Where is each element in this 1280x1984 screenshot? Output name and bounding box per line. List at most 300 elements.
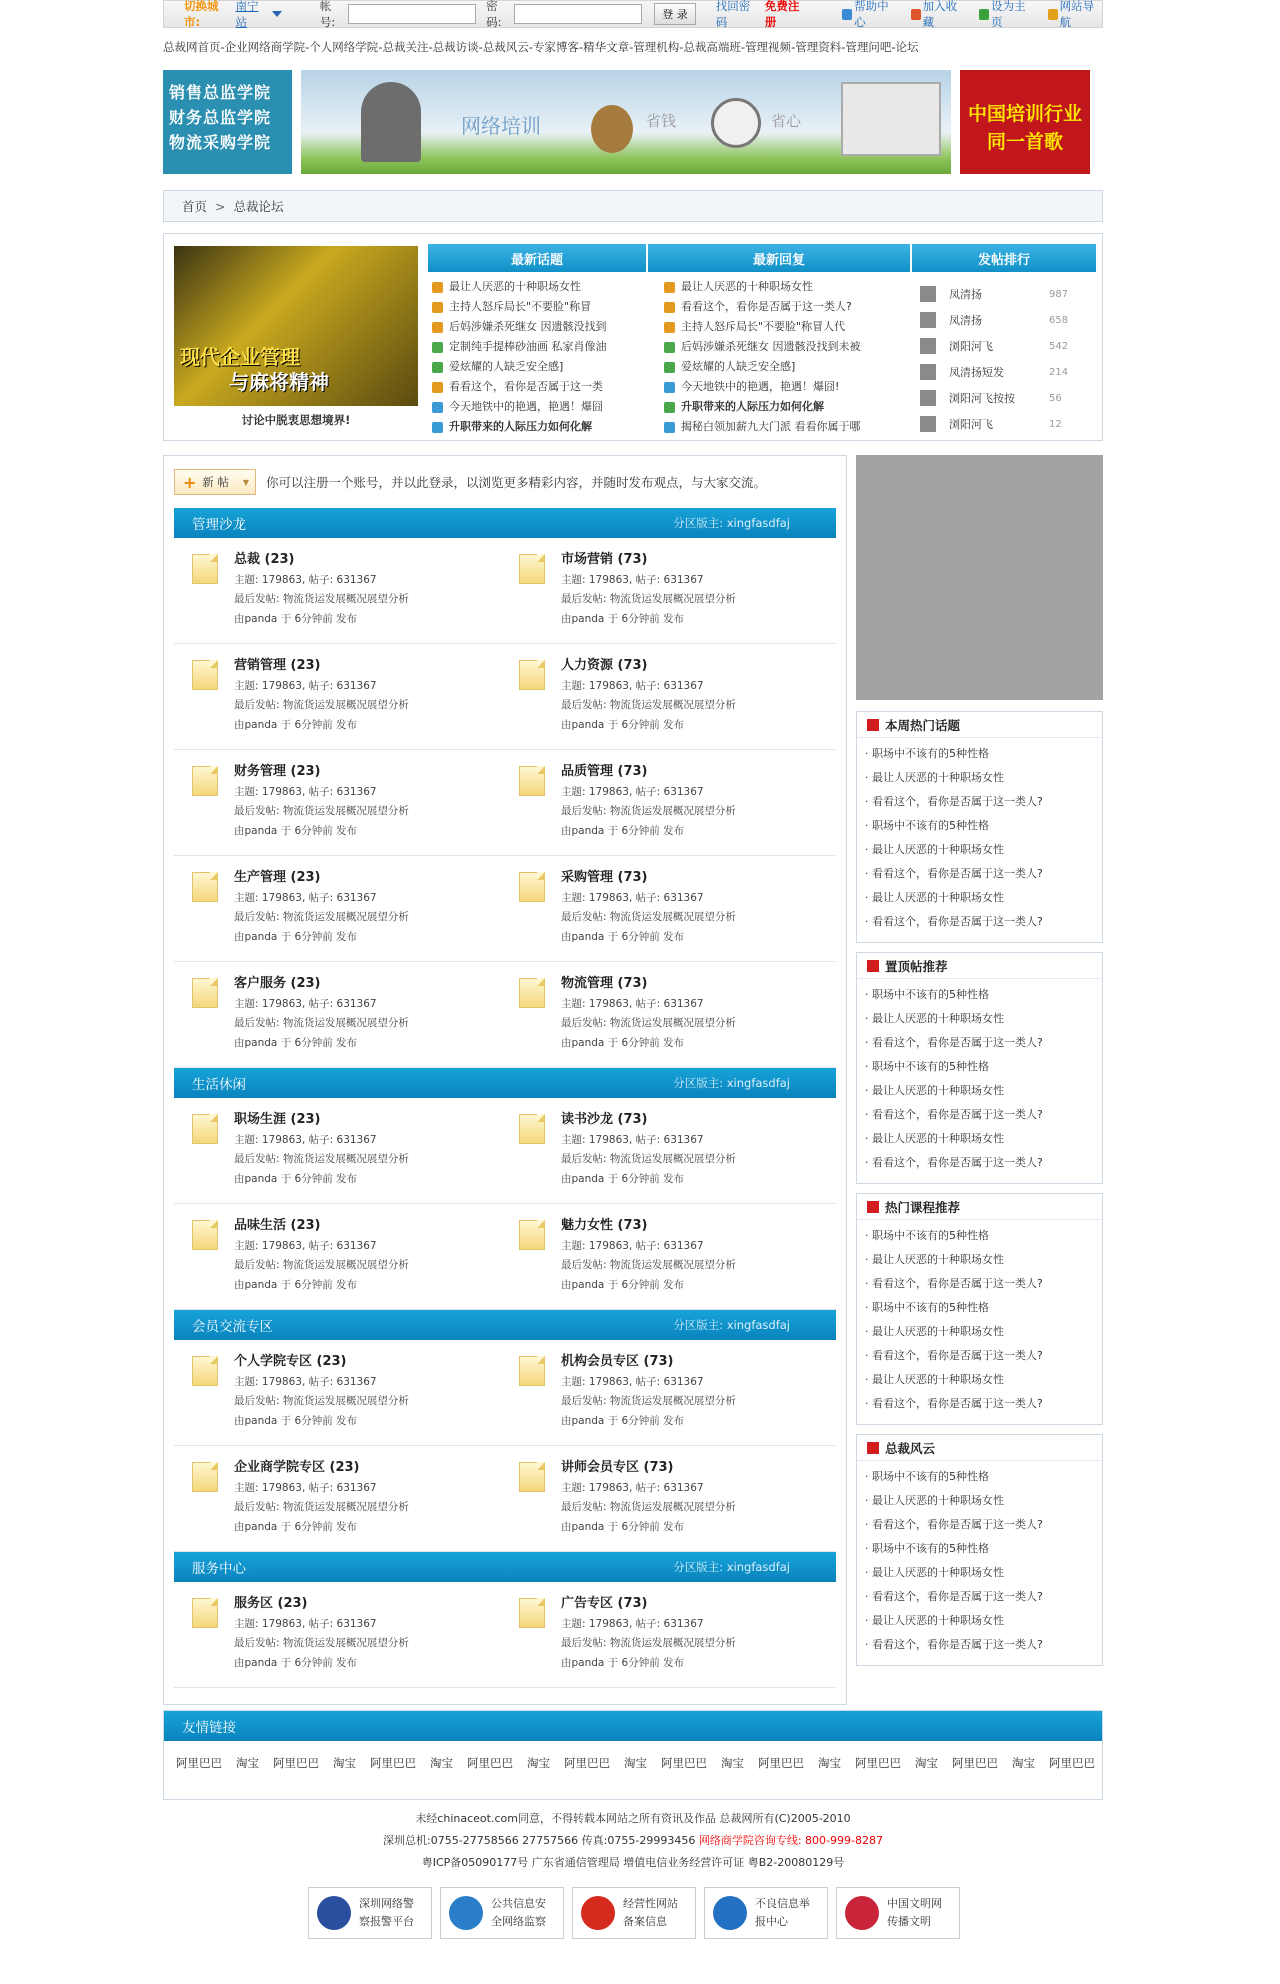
nav-item[interactable]: 总裁关注 [382, 40, 429, 54]
friend-link[interactable]: 淘宝 [721, 1756, 744, 1770]
topic-item[interactable] [432, 297, 644, 317]
section-header[interactable] [174, 1310, 836, 1340]
forum-stats: 主题: 179863, 帖子: 631367 [561, 1482, 704, 1494]
top-link-label: 帮助中心 [854, 0, 889, 29]
section-header[interactable] [174, 508, 836, 538]
forum-cell[interactable] [182, 760, 502, 848]
account-input[interactable] [348, 4, 476, 24]
forum-row [174, 1446, 836, 1552]
friend-link[interactable]: 淘宝 [624, 1756, 647, 1770]
forum-folder-icon [192, 872, 218, 902]
topic-item[interactable] [664, 277, 909, 297]
topic-item[interactable] [664, 377, 909, 397]
sidebar-item[interactable]: · 看看这个，看你是否属于这一类人? [865, 1108, 1043, 1121]
ranking-count: 12 [1049, 418, 1062, 430]
nav-item[interactable]: 管理资料 [795, 40, 842, 54]
forum-name[interactable]: 营销管理 (23) [234, 658, 321, 673]
ranking-list [920, 281, 1100, 437]
forum-folder-icon [192, 978, 218, 1008]
sidebar-item[interactable]: · 看看这个，看你是否属于这一类人? [865, 867, 1043, 880]
forum-last-post[interactable]: 最后发帖: 物流货运发展概况展望分析 [561, 1017, 736, 1029]
forum-cell[interactable] [182, 654, 502, 742]
forum-stats: 主题: 179863, 帖子: 631367 [234, 892, 377, 904]
ranking-item[interactable] [920, 281, 1100, 307]
forum-last-post[interactable]: 最后发帖: 物流货运发展概况展望分析 [561, 699, 736, 711]
new-post-button[interactable] [174, 469, 256, 495]
forum-name[interactable]: 总裁 (23) [234, 552, 295, 567]
sidebar-item[interactable]: · 看看这个，看你是否属于这一类人? [865, 1397, 1043, 1410]
badge-line: 公共信息安 [491, 1897, 546, 1910]
ad-placeholder[interactable] [856, 455, 1103, 700]
forum-stats: 主题: 179863, 帖子: 631367 [234, 1376, 377, 1388]
register-link[interactable]: 免费注册 [764, 0, 800, 29]
sidebar-box-title [857, 953, 1102, 979]
sidebar-item[interactable]: · 看看这个，看你是否属于这一类人? [865, 1156, 1043, 1169]
forum-name[interactable]: 生产管理 (23) [234, 870, 321, 885]
footer-badge[interactable] [704, 1887, 828, 1939]
forum-stats: 主题: 179863, 帖子: 631367 [234, 1618, 377, 1630]
ranking-count: 658 [1049, 314, 1069, 326]
forum-folder-icon [519, 1220, 545, 1250]
sidebar-item[interactable]: · 职场中不该有的5种性格 [865, 1301, 989, 1314]
section-moderator: 分区版主: xingfasdfaj [673, 1318, 790, 1332]
forum-last-post[interactable]: 最后发帖: 物流货运发展概况展望分析 [561, 1501, 736, 1513]
banner-text: 物流采购学院 [169, 133, 272, 152]
login-button[interactable]: 登 录 [654, 3, 695, 25]
footer-badges [308, 1887, 960, 1939]
forum-folder-icon [192, 1114, 218, 1144]
nav-separator: - [428, 40, 433, 54]
forum-last-post[interactable]: 最后发帖: 物流货运发展概况展望分析 [561, 1637, 736, 1649]
post-bar [174, 468, 766, 496]
sidebar-item[interactable]: · 职场中不该有的5种性格 [865, 1470, 989, 1483]
ranking-item[interactable] [920, 307, 1100, 333]
banner-academies[interactable] [163, 70, 292, 174]
nav-separator: - [478, 40, 483, 54]
ranking-count: 56 [1049, 392, 1062, 404]
top-links [828, 0, 1102, 30]
forum-name[interactable]: 物流管理 (73) [561, 976, 648, 991]
footer-badge[interactable] [440, 1887, 564, 1939]
sidebar-item[interactable]: · 职场中不该有的5种性格 [865, 819, 989, 832]
sidebar-item[interactable]: · 看看这个，看你是否属于这一类人? [865, 1590, 1043, 1603]
section-moderator: 分区版主: xingfasdfaj [673, 516, 790, 530]
forum-stats: 主题: 179863, 帖子: 631367 [234, 574, 377, 586]
sidebar-item[interactable]: · 最让人厌恶的十种职场女性 [865, 1614, 1004, 1627]
forum-name[interactable]: 市场营销 (73) [561, 552, 648, 567]
sidebar-item[interactable]: · 看看这个，看你是否属于这一类人? [865, 1349, 1043, 1362]
footer-copyright: 未经chinaceot.com同意，不得转载本网站之所有资讯及作品 总裁网所有(C)2005-2010 [415, 1812, 851, 1825]
top-link[interactable] [1048, 0, 1103, 30]
topic-title: 最让人厌恶的十种职场女性 [681, 280, 813, 293]
friend-link[interactable]: 淘宝 [1012, 1756, 1035, 1770]
sidebar-item[interactable]: · 最让人厌恶的十种职场女性 [865, 1325, 1004, 1338]
forum-cell[interactable] [509, 1456, 829, 1544]
forum-name[interactable]: 客户服务 (23) [234, 976, 321, 991]
forum-last-post[interactable]: 最后发帖: 物流货运发展概况展望分析 [561, 1153, 736, 1165]
city-switch-label: 切换城市: [184, 0, 219, 29]
topic-item[interactable] [432, 417, 644, 437]
badge-text [359, 1895, 414, 1931]
sidebar-item[interactable]: · 最让人厌恶的十种职场女性 [865, 1012, 1004, 1025]
forum-name[interactable]: 个人学院专区 (23) [234, 1354, 347, 1369]
forum-cell[interactable] [509, 654, 829, 742]
topic-icon [432, 342, 443, 353]
sidebar-item[interactable]: · 职场中不该有的5种性格 [865, 1542, 989, 1555]
forum-last-author: 由panda 于 6分钟前 发布 [561, 1173, 685, 1185]
topic-item[interactable] [664, 417, 909, 437]
tab-new-replies[interactable]: 最新回复 [648, 244, 910, 272]
ranking-name: 浏阳河飞 [949, 340, 993, 353]
forum-folder-icon [519, 660, 545, 690]
banner-text: 同一首歌 [986, 131, 1063, 153]
nav-separator: - [528, 40, 533, 54]
sidebar-box-title [857, 1435, 1102, 1461]
square-icon [867, 719, 879, 731]
forum-stats: 主题: 179863, 帖子: 631367 [561, 892, 704, 904]
sidebar-item[interactable]: · 最让人厌恶的十种职场女性 [865, 1566, 1004, 1579]
friend-link[interactable]: 阿里巴巴 [855, 1756, 901, 1770]
topic-item[interactable] [664, 317, 909, 337]
tab-ranking[interactable]: 发帖排行 [912, 244, 1096, 272]
forum-stats: 主题: 179863, 帖子: 631367 [234, 680, 377, 692]
sidebar-item[interactable]: · 最让人厌恶的十种职场女性 [865, 1084, 1004, 1097]
forum-folder-icon [192, 1220, 218, 1250]
nav-item[interactable]: 总裁网首页 [163, 40, 221, 54]
topic-icon [432, 402, 443, 413]
nav-item[interactable]: 企业网络商学院 [224, 40, 306, 54]
forum-cell[interactable] [509, 972, 829, 1060]
avatar [920, 390, 936, 406]
forum-name[interactable]: 讲师会员专区 (73) [561, 1460, 674, 1475]
forum-folder-icon [192, 554, 218, 584]
banner-text: 省钱 [646, 112, 677, 130]
badge-logo-icon [845, 1896, 879, 1930]
forum-name[interactable]: 人力资源 (73) [561, 658, 648, 673]
sidebar-item[interactable]: · 最让人厌恶的十种职场女性 [865, 1373, 1004, 1386]
forum-name[interactable]: 企业商学院专区 (23) [234, 1460, 360, 1475]
forum-name[interactable]: 品质管理 (73) [561, 764, 648, 779]
forum-folder-icon [192, 1356, 218, 1386]
forum-name[interactable]: 品味生活 (23) [234, 1218, 321, 1233]
avatar [920, 364, 936, 380]
link-icon [842, 9, 852, 20]
forum-name[interactable]: 机构会员专区 (73) [561, 1354, 674, 1369]
forum-last-post[interactable]: 最后发帖: 物流货运发展概况展望分析 [234, 1501, 409, 1513]
sidebar-item[interactable]: · 最让人厌恶的十种职场女性 [865, 843, 1004, 856]
forum-last-post[interactable]: 最后发帖: 物流货运发展概况展望分析 [234, 1153, 409, 1165]
topic-item[interactable] [432, 277, 644, 297]
topic-item[interactable] [432, 357, 644, 377]
forum-last-author: 由panda 于 6分钟前 发布 [561, 825, 685, 837]
forum-cell[interactable] [182, 972, 502, 1060]
forum-row [174, 856, 836, 962]
forum-main [163, 455, 847, 1705]
nav-separator: - [378, 40, 383, 54]
forum-cell[interactable] [182, 1108, 502, 1196]
forum-last-post[interactable]: 最后发帖: 物流货运发展概况展望分析 [234, 699, 409, 711]
friend-links-title: 友情链接 [164, 1711, 1102, 1741]
banner-network-training[interactable] [301, 70, 951, 174]
friend-link[interactable]: 淘宝 [915, 1756, 938, 1770]
section-title: 生活休闲 [192, 1077, 246, 1093]
top-link-label: 加入收藏 [922, 0, 958, 29]
main-nav [163, 34, 1103, 60]
forum-cell[interactable] [509, 1350, 829, 1438]
section-title: 服务中心 [192, 1561, 246, 1577]
banner-text: 省心 [771, 112, 802, 130]
sidebar-item[interactable]: · 看看这个，看你是否属于这一类人? [865, 1638, 1043, 1651]
top-bar [163, 0, 1103, 28]
forum-stats: 主题: 179863, 帖子: 631367 [234, 786, 377, 798]
forum-cell[interactable] [182, 866, 502, 954]
footer-icp: 粤ICP备05090177号 广东省通信管理局 增值电信业务经营许可证 粤B2-20080129号 [421, 1856, 845, 1869]
sidebar-list [857, 1461, 1102, 1657]
forum-last-post[interactable]: 最后发帖: 物流货运发展概况展望分析 [561, 1259, 736, 1271]
top-link[interactable] [842, 0, 897, 30]
topic-title: 主持人怒斥局长"不要脸"称冒 [449, 300, 592, 313]
sidebar-item[interactable]: · 看看这个，看你是否属于这一类人? [865, 1518, 1043, 1531]
forum-stats: 主题: 179863, 帖子: 631367 [561, 1134, 704, 1146]
forum-last-post[interactable]: 最后发帖: 物流货运发展概况展望分析 [234, 1259, 409, 1271]
nav-item[interactable]: 个人网络学院 [309, 40, 379, 54]
section-header[interactable] [174, 1068, 836, 1098]
ranking-name: 凤清扬短发 [949, 366, 1004, 379]
breadcrumb-home[interactable]: 首页 [182, 199, 208, 214]
sidebar-item[interactable]: · 最让人厌恶的十种职场女性 [865, 771, 1004, 784]
forum-cell[interactable] [182, 548, 502, 636]
friend-links-list [164, 1741, 1102, 1771]
badge-logo-icon [449, 1896, 483, 1930]
sidebar-item[interactable]: · 看看这个，看你是否属于这一类人? [865, 1036, 1043, 1049]
tab-new-topics[interactable]: 最新话题 [428, 244, 646, 272]
forum-name[interactable]: 服务区 (23) [234, 1596, 308, 1611]
friend-link[interactable]: 阿里巴巴 [952, 1756, 998, 1770]
friend-link[interactable]: 阿里巴巴 [1049, 1756, 1095, 1770]
banner-text: 财务总监学院 [169, 108, 272, 127]
topic-item[interactable] [432, 397, 644, 417]
forum-last-post[interactable]: 最后发帖: 物流货运发展概况展望分析 [234, 911, 409, 923]
friend-link[interactable]: 阿里巴巴 [564, 1756, 610, 1770]
forum-stats: 主题: 179863, 帖子: 631367 [234, 1134, 377, 1146]
badge-line: 全网络监察 [491, 1915, 546, 1928]
topic-item[interactable] [432, 337, 644, 357]
topic-title: 升职带来的人际压力如何化解 [449, 420, 592, 433]
top-link[interactable] [979, 0, 1034, 30]
forum-cell[interactable] [182, 1456, 502, 1544]
sidebar-box-label: 总裁风云 [885, 1440, 936, 1456]
forum-cell[interactable] [182, 1592, 502, 1680]
feature-text: 与麻将精神 [229, 370, 329, 394]
nav-item[interactable]: 管理机构 [633, 40, 680, 54]
sidebar-item[interactable]: · 看看这个，看你是否属于这一类人? [865, 795, 1043, 808]
forum-name[interactable]: 财务管理 (23) [234, 764, 321, 779]
friend-link[interactable]: 阿里巴巴 [176, 1756, 222, 1770]
friend-link[interactable]: 淘宝 [527, 1756, 550, 1770]
forum-last-author: 由panda 于 6分钟前 发布 [561, 719, 685, 731]
topic-icon [664, 402, 675, 413]
city-station-link[interactable]: 南宁站 [235, 0, 259, 29]
sidebar-box-label: 置顶帖推荐 [885, 958, 948, 974]
topic-title: 后妈涉嫌杀死继女 因遗骸没找到未被 [681, 340, 861, 353]
ranking-item[interactable] [920, 333, 1100, 359]
forum-cell[interactable] [509, 1214, 829, 1302]
forum-cell[interactable] [509, 760, 829, 848]
topic-item[interactable] [664, 297, 909, 317]
topic-icon [432, 382, 443, 393]
friend-link[interactable]: 阿里巴巴 [467, 1756, 513, 1770]
feature-caption[interactable]: 讨论中脱衷思想境界! [241, 413, 351, 427]
topic-icon [432, 322, 443, 333]
badge-logo-icon [581, 1896, 615, 1930]
ranking-item[interactable] [920, 385, 1100, 411]
ranking-item[interactable] [920, 411, 1100, 437]
nav-separator: - [679, 40, 684, 54]
nav-separator: - [791, 40, 796, 54]
square-icon [867, 1201, 879, 1213]
ranking-item[interactable] [920, 359, 1100, 385]
forum-stats: 主题: 179863, 帖子: 631367 [561, 998, 704, 1010]
forum-last-author: 由panda 于 6分钟前 发布 [234, 613, 358, 625]
topic-item[interactable] [664, 337, 909, 357]
footer-badge[interactable] [308, 1887, 432, 1939]
nav-item[interactable]: 管理问吧 [845, 40, 892, 54]
sidebar-item[interactable]: · 职场中不该有的5种性格 [865, 1229, 989, 1242]
footer-phone: 深圳总机:0755-27758566 27757566 传真:0755-29993456 [383, 1834, 696, 1847]
forum-folder-icon [519, 1114, 545, 1144]
nav-item[interactable]: 论坛 [895, 40, 919, 54]
forum-name[interactable]: 职场生涯 (23) [234, 1112, 321, 1127]
forum-row [174, 1098, 836, 1204]
forum-last-author: 由panda 于 6分钟前 发布 [234, 1173, 358, 1185]
forum-name[interactable]: 采购管理 (73) [561, 870, 648, 885]
nav-item[interactable]: 总裁风云 [482, 40, 529, 54]
topic-title: 看看这个，看你是否属于这一类 [449, 380, 603, 393]
footer-badge[interactable] [572, 1887, 696, 1939]
sidebar-item[interactable]: · 看看这个，看你是否属于这一类人? [865, 1277, 1043, 1290]
forum-last-post[interactable]: 最后发帖: 物流货运发展概况展望分析 [234, 1017, 409, 1029]
square-icon [867, 960, 879, 972]
friend-link[interactable]: 淘宝 [430, 1756, 453, 1770]
topic-title: 升职带来的人际压力如何化解 [681, 400, 824, 413]
topic-icon [664, 422, 675, 433]
register-message: 你可以注册一个账号，并以此登录，以浏览更多精彩内容，并随时发布观点，与大家交流。 [266, 475, 767, 490]
forum-folder-icon [192, 1462, 218, 1492]
forum-last-post[interactable]: 最后发帖: 物流货运发展概况展望分析 [234, 1395, 409, 1407]
nav-item[interactable]: 总裁访谈 [432, 40, 479, 54]
topic-item[interactable] [664, 397, 909, 417]
plus-icon: + [183, 472, 197, 492]
topic-icon [432, 422, 443, 433]
forum-last-post[interactable]: 最后发帖: 物流货运发展概况展望分析 [234, 1637, 409, 1649]
friend-link[interactable]: 淘宝 [818, 1756, 841, 1770]
forum-name[interactable]: 读书沙龙 (73) [561, 1112, 648, 1127]
sidebar-item[interactable]: · 最让人厌恶的十种职场女性 [865, 891, 1004, 904]
forum-folder-icon [192, 660, 218, 690]
forum-last-post[interactable]: 最后发帖: 物流货运发展概况展望分析 [234, 593, 409, 605]
friend-link[interactable]: 阿里巴巴 [370, 1756, 416, 1770]
banner-training-song[interactable] [960, 70, 1090, 174]
friend-link[interactable]: 阿里巴巴 [758, 1756, 804, 1770]
feature-text: 现代企业管理 [180, 345, 300, 369]
forum-cell[interactable] [509, 1592, 829, 1680]
new-post-label: 新 帖 [202, 475, 230, 489]
forum-row [174, 644, 836, 750]
friend-link[interactable]: 阿里巴巴 [661, 1756, 707, 1770]
forum-name[interactable]: 魅力女性 (73) [561, 1218, 648, 1233]
ranking-count: 987 [1049, 288, 1069, 300]
forum-name[interactable]: 广告专区 (73) [561, 1596, 648, 1611]
banner-text: 销售总监学院 [169, 83, 272, 102]
forum-last-post[interactable]: 最后发帖: 物流货运发展概况展望分析 [561, 1395, 736, 1407]
chevron-down-icon[interactable] [272, 11, 282, 17]
badge-line: 中国文明网 [887, 1897, 942, 1910]
topic-item[interactable] [664, 357, 909, 377]
topic-icon [664, 342, 675, 353]
forum-cell[interactable] [182, 1350, 502, 1438]
section-header[interactable] [174, 1552, 836, 1582]
badge-line: 报中心 [755, 1915, 788, 1928]
forum-last-post[interactable]: 最后发帖: 物流货运发展概况展望分析 [561, 805, 736, 817]
forum-cell[interactable] [509, 548, 829, 636]
forum-cell[interactable] [509, 1108, 829, 1196]
friend-link[interactable]: 阿里巴巴 [273, 1756, 319, 1770]
link-icon [1048, 9, 1058, 20]
ranking-name: 浏阳河飞 [949, 418, 993, 431]
chevron-down-icon: ▼ [242, 477, 249, 487]
section-title: 会员交流专区 [192, 1319, 273, 1335]
sidebar-box [856, 952, 1103, 1184]
forum-last-author: 由panda 于 6分钟前 发布 [561, 613, 685, 625]
sidebar-item[interactable]: · 职场中不该有的5种性格 [865, 747, 989, 760]
square-icon [867, 1442, 879, 1454]
find-password-link[interactable]: 找回密码 [715, 0, 751, 29]
nav-item[interactable]: 总裁高端班 [683, 40, 741, 54]
forum-last-post[interactable]: 最后发帖: 物流货运发展概况展望分析 [234, 805, 409, 817]
nav-item[interactable]: 专家博客 [532, 40, 579, 54]
sidebar-box [856, 711, 1103, 943]
forum-last-post[interactable]: 最后发帖: 物流货运发展概况展望分析 [561, 911, 736, 923]
forum-last-post[interactable]: 最后发帖: 物流货运发展概况展望分析 [561, 593, 736, 605]
topic-item[interactable] [432, 317, 644, 337]
friend-link[interactable]: 淘宝 [333, 1756, 356, 1770]
badge-line: 不良信息举 [755, 1897, 810, 1910]
feature-image[interactable] [174, 246, 418, 406]
top-link[interactable] [911, 0, 966, 30]
nav-item[interactable]: 管理视频 [745, 40, 792, 54]
forum-stats: 主题: 179863, 帖子: 631367 [561, 574, 704, 586]
sidebar-item[interactable]: · 看看这个，看你是否属于这一类人? [865, 915, 1043, 928]
sidebar-item[interactable]: · 最让人厌恶的十种职场女性 [865, 1494, 1004, 1507]
section-moderator: 分区版主: xingfasdfaj [673, 1560, 790, 1574]
ranking-name: 凤清扬 [949, 314, 982, 327]
sidebar-box [856, 1434, 1103, 1666]
sidebar-item[interactable]: · 职场中不该有的5种性格 [865, 988, 989, 1001]
password-input[interactable] [514, 4, 642, 24]
footer-badge[interactable] [836, 1887, 960, 1939]
topic-item[interactable] [432, 377, 644, 397]
topic-icon [664, 282, 675, 293]
forum-last-author: 由panda 于 6分钟前 发布 [561, 931, 685, 943]
password-label: 密码: [486, 0, 502, 29]
friend-link[interactable]: 淘宝 [236, 1756, 259, 1770]
sidebar-item[interactable]: · 职场中不该有的5种性格 [865, 1060, 989, 1073]
forum-cell[interactable] [509, 866, 829, 954]
nav-item[interactable]: 精华文章 [583, 40, 630, 54]
sidebar-item[interactable]: · 最让人厌恶的十种职场女性 [865, 1132, 1004, 1145]
forum-cell[interactable] [182, 1214, 502, 1302]
sidebar-item[interactable]: · 最让人厌恶的十种职场女性 [865, 1253, 1004, 1266]
